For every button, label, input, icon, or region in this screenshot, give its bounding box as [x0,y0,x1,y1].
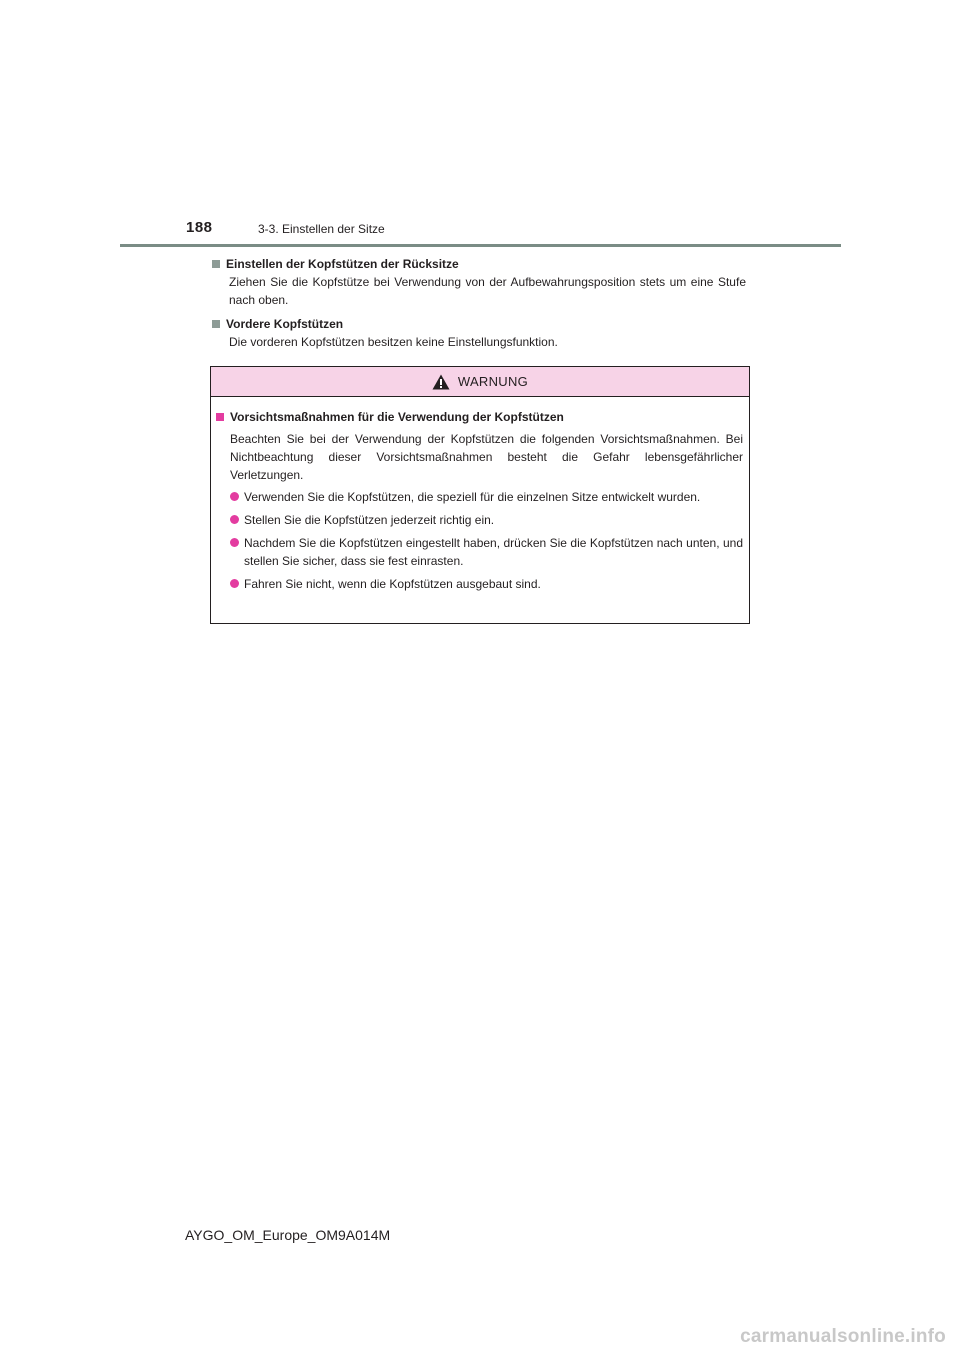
header-divider [120,244,841,247]
section-title: 3-3. Einstellen der Sitze [258,222,385,236]
watermark-link[interactable]: carmanualsonline.info [740,1326,946,1347]
topic-heading: Einstellen der Kopfstützen der Rücksitze [226,257,459,271]
warning-header [211,367,749,397]
list-item: Stellen Sie die Kopfstützen jederzeit richtig ein. [230,511,743,529]
warning-title: WARNUNG [457,374,529,389]
round-bullet-icon [230,538,239,547]
square-bullet-icon [212,260,220,268]
topic-heading: Vordere Kopfstützen [226,317,344,331]
list-item: Nachdem Sie die Kopfstützen eingestellt haben, drücken Sie die Kopfstützen nach unten, und stellen Sie sicher, dass sie fest einrasten. [230,534,743,570]
warning-box [210,366,750,624]
list-item: Fahren Sie nicht, wenn die Kopfstützen ausgebaut sind. [230,575,743,593]
main-content [211,255,751,351]
topic-body: Ziehen Sie die Kopfstütze bei Verwendung von der Aufbewahrungsposition stets um eine Stufe nach oben. [229,275,746,307]
topic-rear-headrests [211,255,751,309]
warning-content [211,397,749,593]
square-bullet-icon [212,320,220,328]
list-item: Verwenden Sie die Kopfstützen, die speziell für die einzelnen Sitze entwickelt wurden. [230,488,743,506]
square-bullet-icon [216,413,224,421]
topic-body: Die vorderen Kopfstützen besitzen keine Einstellungsfunktion. [229,335,558,349]
round-bullet-icon [230,515,239,524]
topic-front-headrests [211,315,751,351]
warning-heading: Vorsichtsmaßnahmen für die Verwendung der Kopfstützen [230,410,564,424]
warning-bullet-list [214,488,743,593]
page-number: 188 [186,219,213,236]
warning-intro: Beachten Sie bei der Verwendung der Kopfstützen die folgenden Vorsichtsmaßnahmen. Bei Nichtbeachtung dieser Vorsichtsmaßnahmen besteht die Gefahr lebensgefährlicher Verletzungen. [230,432,743,482]
document-id: AYGO_OM_Europe_OM9A014M [185,1227,391,1243]
round-bullet-icon [230,579,239,588]
warning-triangle-icon [432,374,450,390]
round-bullet-icon [230,492,239,501]
